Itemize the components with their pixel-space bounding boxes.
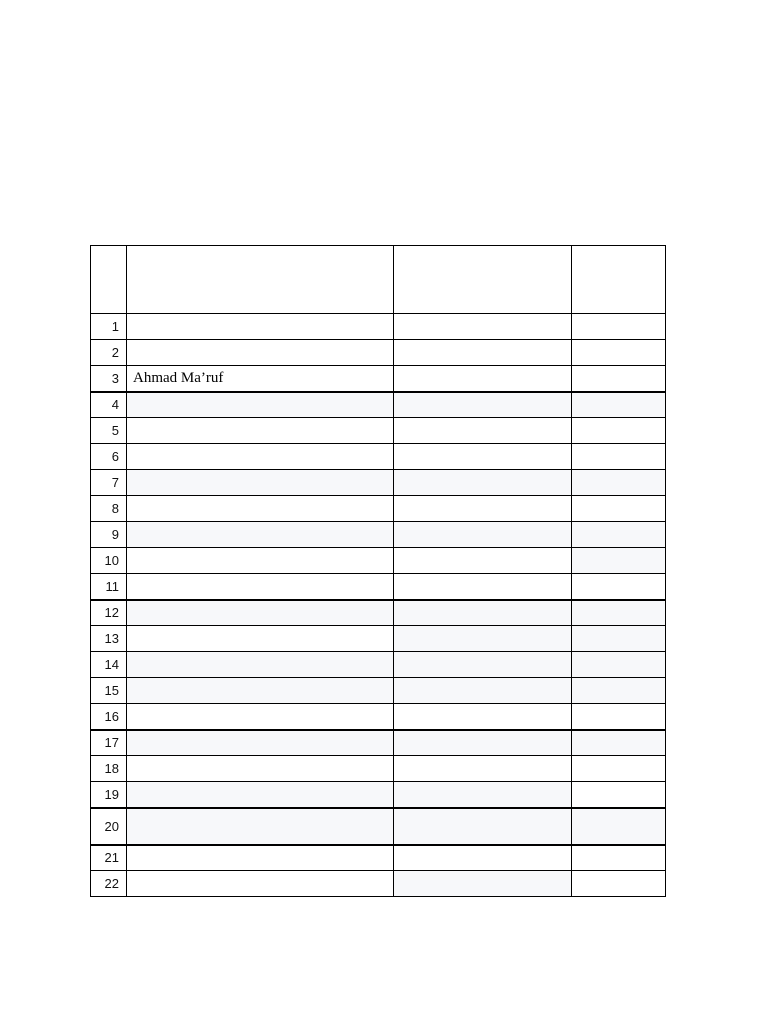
row-number: 9 [91, 522, 127, 548]
name-cell[interactable] [127, 756, 394, 782]
row-number: 20 [91, 808, 127, 845]
name-cell[interactable]: Ahmad Ma’ruf [127, 366, 394, 392]
data-cell-col4[interactable] [572, 626, 666, 652]
data-cell-col4[interactable] [572, 782, 666, 808]
data-cell-col3[interactable] [394, 496, 572, 522]
data-cell-col4[interactable] [572, 704, 666, 730]
data-cell-col4[interactable] [572, 548, 666, 574]
name-cell[interactable] [127, 470, 394, 496]
name-cell[interactable] [127, 845, 394, 871]
data-cell-col3[interactable] [394, 548, 572, 574]
data-cell-col4[interactable] [572, 314, 666, 340]
data-cell-col3[interactable] [394, 522, 572, 548]
row-number: 5 [91, 418, 127, 444]
row-number: 3 [91, 366, 127, 392]
data-cell-col3[interactable] [394, 444, 572, 470]
name-cell[interactable] [127, 704, 394, 730]
row-number: 21 [91, 845, 127, 871]
name-cell[interactable] [127, 548, 394, 574]
table-row [91, 845, 666, 871]
name-cell[interactable] [127, 730, 394, 756]
row-number: 13 [91, 626, 127, 652]
data-cell-col4[interactable] [572, 444, 666, 470]
data-cell-col4[interactable] [572, 756, 666, 782]
data-cell-col3[interactable] [394, 340, 572, 366]
row-number: 4 [91, 392, 127, 418]
table-header-row [91, 246, 666, 314]
table-row [91, 782, 666, 808]
table-row [91, 340, 666, 366]
row-number: 15 [91, 678, 127, 704]
table-row [91, 574, 666, 600]
name-cell[interactable] [127, 808, 394, 845]
data-cell-col4[interactable] [572, 871, 666, 897]
name-cell[interactable] [127, 522, 394, 548]
row-number: 14 [91, 652, 127, 678]
data-cell-col3[interactable] [394, 418, 572, 444]
table-row [91, 496, 666, 522]
data-cell-col4[interactable] [572, 496, 666, 522]
row-number: 8 [91, 496, 127, 522]
name-cell[interactable] [127, 871, 394, 897]
name-cell[interactable] [127, 574, 394, 600]
table-row [91, 808, 666, 845]
data-cell-col3[interactable] [394, 730, 572, 756]
table-row [91, 871, 666, 897]
row-number: 16 [91, 704, 127, 730]
table-row [91, 522, 666, 548]
name-cell[interactable] [127, 496, 394, 522]
row-number: 1 [91, 314, 127, 340]
name-cell[interactable] [127, 626, 394, 652]
table-row [91, 600, 666, 626]
data-cell-col4[interactable] [572, 522, 666, 548]
data-cell-col3[interactable] [394, 704, 572, 730]
data-cell-col4[interactable] [572, 340, 666, 366]
table-row [91, 444, 666, 470]
data-cell-col3[interactable] [394, 808, 572, 845]
name-cell[interactable] [127, 340, 394, 366]
name-cell[interactable] [127, 392, 394, 418]
data-cell-col3[interactable] [394, 652, 572, 678]
data-cell-col4[interactable] [572, 730, 666, 756]
row-number: 17 [91, 730, 127, 756]
data-cell-col4[interactable] [572, 470, 666, 496]
row-number: 2 [91, 340, 127, 366]
data-cell-col3[interactable] [394, 871, 572, 897]
name-cell[interactable] [127, 652, 394, 678]
name-cell[interactable] [127, 782, 394, 808]
row-number: 18 [91, 756, 127, 782]
data-cell-col4[interactable] [572, 600, 666, 626]
row-number: 7 [91, 470, 127, 496]
data-cell-col4[interactable] [572, 652, 666, 678]
header-cell-name [127, 246, 394, 314]
table-row [91, 652, 666, 678]
name-cell[interactable] [127, 678, 394, 704]
data-cell-col3[interactable] [394, 756, 572, 782]
row-number: 22 [91, 871, 127, 897]
table-row [91, 314, 666, 340]
data-cell-col4[interactable] [572, 678, 666, 704]
data-cell-col3[interactable] [394, 626, 572, 652]
data-cell-col3[interactable] [394, 392, 572, 418]
table-row [91, 678, 666, 704]
data-cell-col4[interactable] [572, 366, 666, 392]
table-row [91, 626, 666, 652]
table-row [91, 470, 666, 496]
attendance-table [90, 245, 666, 897]
row-number: 11 [91, 574, 127, 600]
data-cell-col3[interactable] [394, 678, 572, 704]
name-cell[interactable] [127, 600, 394, 626]
row-number: 12 [91, 600, 127, 626]
name-cell[interactable] [127, 444, 394, 470]
row-number: 19 [91, 782, 127, 808]
table-row [91, 548, 666, 574]
table-row [91, 704, 666, 730]
data-cell-col4[interactable] [572, 392, 666, 418]
data-cell-col3[interactable] [394, 366, 572, 392]
header-cell-col4 [572, 246, 666, 314]
table-row [91, 392, 666, 418]
data-cell-col4[interactable] [572, 418, 666, 444]
row-number: 10 [91, 548, 127, 574]
table-row [91, 756, 666, 782]
row-number: 6 [91, 444, 127, 470]
data-cell-col3[interactable] [394, 845, 572, 871]
table-row [91, 366, 666, 392]
header-cell-number [91, 246, 127, 314]
data-cell-col4[interactable] [572, 808, 666, 845]
data-cell-col4[interactable] [572, 845, 666, 871]
header-cell-col3 [394, 246, 572, 314]
data-cell-col3[interactable] [394, 314, 572, 340]
name-cell[interactable] [127, 418, 394, 444]
name-cell[interactable] [127, 314, 394, 340]
data-cell-col4[interactable] [572, 574, 666, 600]
data-cell-col3[interactable] [394, 574, 572, 600]
data-cell-col3[interactable] [394, 782, 572, 808]
table-row [91, 730, 666, 756]
data-cell-col3[interactable] [394, 600, 572, 626]
data-cell-col3[interactable] [394, 470, 572, 496]
table-row [91, 418, 666, 444]
